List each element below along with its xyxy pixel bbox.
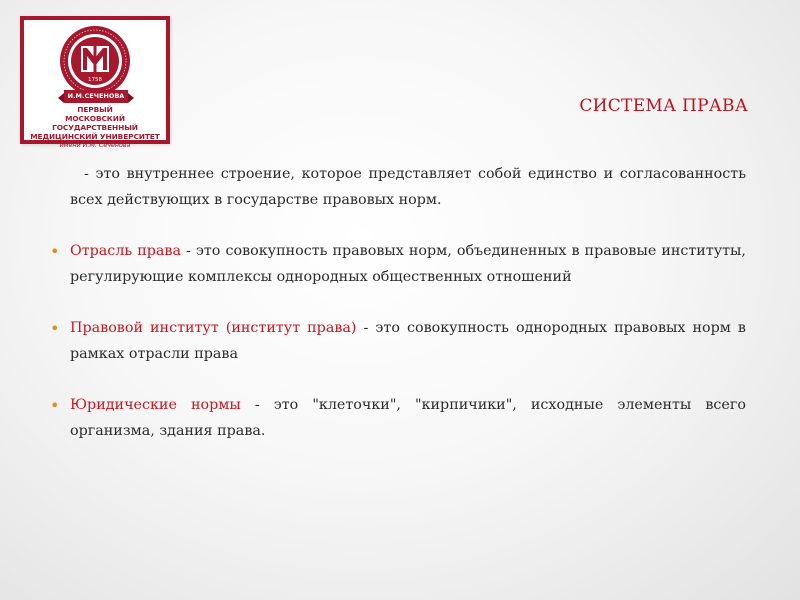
- bullet-icon: •: [50, 319, 60, 338]
- university-logo: [20, 16, 170, 149]
- bullet-text: - это "клеточки", "кирпичики", исходные элементы всего организма, здания права.: [70, 397, 746, 439]
- university-name-line4: имени И.М. Сеченова: [59, 141, 131, 149]
- bullet-term: Правовой институт (институт права): [70, 320, 357, 336]
- bullet-item: [50, 316, 746, 367]
- bullet-item: [50, 393, 746, 444]
- logo-ribbon: И.М.СЕЧЕНОВА: [64, 90, 128, 103]
- bullet-icon: •: [50, 396, 60, 415]
- university-seal-icon: [58, 24, 132, 98]
- bullet-term: Отрасль права: [70, 243, 181, 259]
- bullet-icon: •: [50, 242, 60, 261]
- slide-title: СИСТЕМА ПРАВА: [579, 96, 748, 116]
- bullet-term: Юридические нормы: [70, 397, 241, 413]
- university-name-line3: МЕДИЦИНСКИЙ УНИВЕРСИТЕТ: [30, 132, 160, 141]
- university-name-line1: ПЕРВЫЙ: [77, 105, 113, 114]
- logo-year: 1758: [88, 77, 102, 83]
- intro-paragraph: - это внутреннее строение, которое представляет собой единство и согласованность всех действующих в государстве правовых норм.: [70, 166, 746, 208]
- university-name-line2: МОСКОВСКИЙ ГОСУДАРСТВЕННЫЙ: [52, 114, 138, 132]
- bullet-text: - это совокупность однородных правовых норм в рамках отрасли права: [70, 320, 746, 362]
- university-name: [26, 105, 164, 150]
- bullet-item: [50, 239, 746, 290]
- bullet-text: - это совокупность правовых норм, объединенных в правовые институты, регулирующие комплексы однородных общественных отношений: [70, 243, 746, 285]
- slide-content: [50, 162, 746, 470]
